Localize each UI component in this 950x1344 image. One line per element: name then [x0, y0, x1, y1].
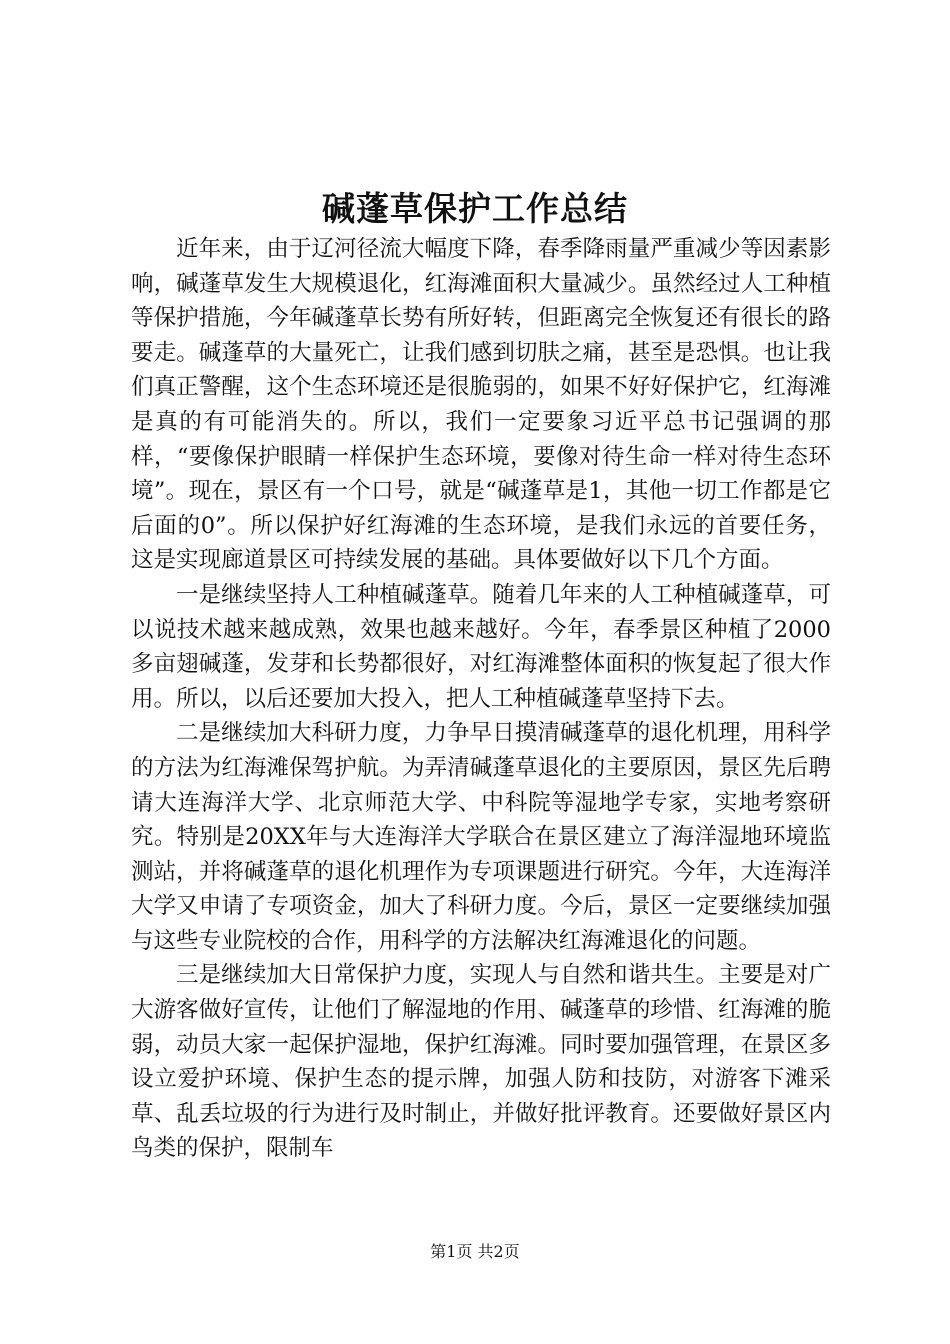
paragraph-research: 二是继续加大科研力度，力争早日摸清碱蓬草的退化机理，用科学的方法为红海滩保驾护航。为弄清碱蓬草退化的主要原因，景区先后聘请大连海洋大学、北京师范大学、中科院等湿地学专家，实地考察研究。特别是20XX年与大连海洋大学联合在景区建立了海洋湿地环境监测站，并将碱蓬草的退化机理作为专项课题进行研究。今年，大连海洋大学又申请了专项资金，加大了科研力度。今后，景区一定要继续加强与这些专业院校的合作，用科学的方法解决红海滩退化的问题。: [131, 720, 831, 954]
document-body: [131, 232, 831, 1166]
page-number-footer: 第1页 共2页: [430, 1242, 520, 1261]
paragraph-protection: 三是继续加大日常保护力度，实现人与自然和谐共生。主要是对广大游客做好宣传，让他们了解湿地的作用、碱蓬草的珍惜、红海滩的脆弱，动员大家一起保护湿地，保护红海滩。同时要加强管理，在景区多设立爱护环境、保护生态的提示牌，加强人防和技防，对游客下滩采草、乱丢垃圾的行为进行及时制止，并做好批评教育。还要做好景区内鸟类的保护，限制车: [131, 962, 831, 1162]
paragraph-planting: 一是继续坚持人工种植碱蓬草。随着几年来的人工种植碱蓬草，可以说技术越来越成熟，效果也越来越好。今年，春季景区种植了2000多亩翅碱蓬，发芽和长势都很好，对红海滩整体面积的恢复起了很大作用。所以，以后还要加大投入，把人工种植碱蓬草坚持下去。: [131, 581, 831, 712]
paragraph-intro: 近年来，由于辽河径流大幅度下降，春季降雨量严重减少等因素影响，碱蓬草发生大规模退化，红海滩面积大量减少。虽然经过人工种植等保护措施，今年碱蓬草长势有所好转，但距离完全恢复还有很长的路要走。碱蓬草的大量死亡，让我们感到切肤之痛，甚至是恐惧。也让我们真正警醒，这个生态环境还是很脆弱的，如果不好好保护它，红海滩是真的有可能消失的。所以，我们一定要象习近平总书记强调的那样，“要像保护眼睛一样保护生态环境，要像对待生命一样对待生态环境”。现在，景区有一个口号，就是“碱蓬草是1，其他一切工作都是它后面的0”。所以保护好红海滩的生态环境，是我们永远的首要任务，这是实现廊道景区可持续发展的基础。具体要做好以下几个方面。: [131, 236, 831, 574]
document-title: 碱蓬草保护工作总结: [322, 189, 628, 228]
